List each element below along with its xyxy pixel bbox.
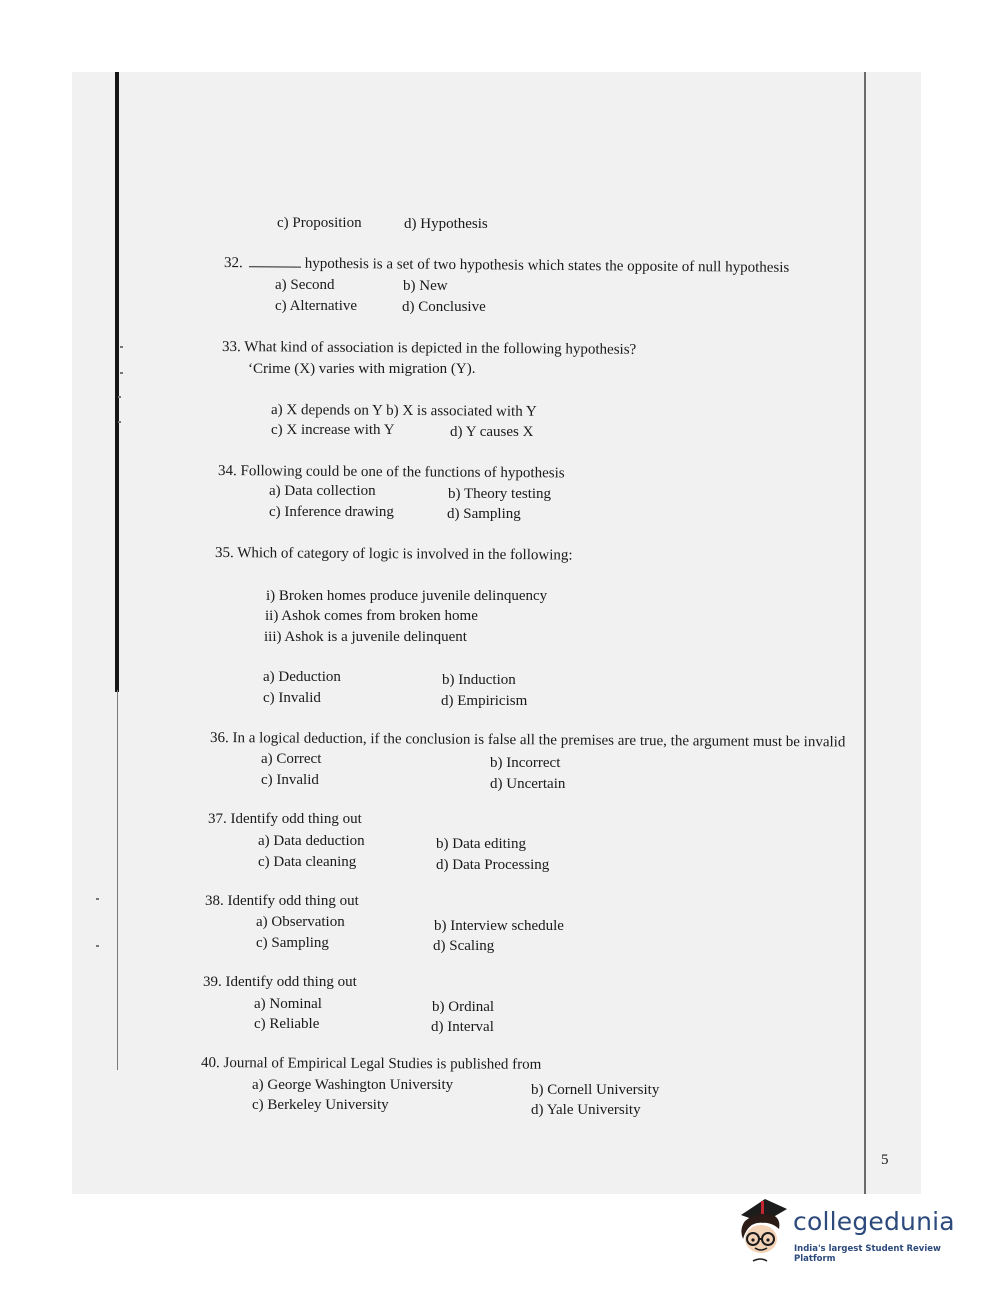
q31-option-d: d) Hypothesis [404, 216, 488, 232]
scan-speck [118, 396, 121, 398]
scan-right-edge [864, 72, 866, 1194]
q35-premise-ii: ii) Ashok comes from broken home [265, 608, 478, 624]
q37-option-c: c) Data cleaning [258, 854, 357, 870]
q32-option-b: b) New [403, 278, 448, 294]
q36-option-d: d) Uncertain [490, 776, 566, 792]
q32-option-a: a) Second [275, 277, 335, 293]
q35-option-d: d) Empiricism [441, 693, 528, 709]
q32-option-c: c) Alternative [275, 298, 358, 314]
q34-stem: 34. Following could be one of the functions of hypothesis [217, 463, 565, 482]
q36-stem: 36. In a logical deduction, if the conclusion is false all the premises are true, the argument must be invalid [209, 730, 846, 751]
q37-option-b: b) Data editing [436, 836, 526, 852]
q40-option-a: a) George Washington University [252, 1077, 454, 1093]
q39-option-d: d) Interval [431, 1019, 494, 1035]
q33-option-ab: a) X depends on Y b) X is associated with Y [270, 402, 537, 420]
q39-option-c: c) Reliable [254, 1016, 320, 1032]
scan-speck [120, 372, 123, 374]
q31-option-c: c) Proposition [277, 215, 362, 231]
q34-option-a: a) Data collection [269, 483, 376, 499]
q35-option-c: c) Invalid [263, 690, 321, 706]
q38-stem: 38. Identify odd thing out [205, 893, 359, 909]
q38-option-c: c) Sampling [256, 935, 329, 951]
q35-stem: 35. Which of category of logic is involved in the following: [214, 545, 573, 564]
brand-name: collegedunia [793, 1207, 955, 1236]
q39-option-b: b) Ordinal [432, 999, 495, 1015]
collegedunia-logo [735, 1195, 965, 1270]
q38-option-b: b) Interview schedule [434, 918, 564, 934]
q35-option-b: b) Induction [442, 672, 516, 688]
q40-option-c: c) Berkeley University [252, 1097, 389, 1113]
q40-stem: 40. Journal of Empirical Legal Studies is published from [200, 1055, 542, 1073]
page-number: 5 [881, 1152, 889, 1168]
q32-blank-line [249, 254, 301, 267]
q38-option-a: a) Observation [256, 914, 345, 930]
q33-quote: ‘Crime (X) varies with migration (Y). [248, 361, 476, 377]
q38-option-d: d) Scaling [433, 938, 495, 954]
q37-option-d: d) Data Processing [436, 857, 550, 873]
scan-speck [120, 346, 123, 348]
q35-option-a: a) Deduction [263, 669, 341, 685]
q40-option-d: d) Yale University [531, 1102, 641, 1118]
q32-text: hypothesis is a set of two hypothesis which states the opposite of null hypothesis [304, 255, 790, 276]
scan-left-edge-faint [117, 690, 118, 1070]
q34-option-d: d) Sampling [447, 506, 521, 522]
q33-option-d: d) Y causes X [450, 424, 534, 440]
q39-option-a: a) Nominal [254, 996, 322, 1012]
q35-premise-i: i) Broken homes produce juvenile delinquency [266, 588, 548, 604]
q34-option-c: c) Inference drawing [269, 504, 394, 520]
q37-option-a: a) Data deduction [258, 833, 365, 849]
q33-option-c: c) X increase with Y [271, 422, 395, 438]
brand-tagline: India's largest Student Review Platform [794, 1244, 941, 1264]
scanned-page [72, 72, 921, 1194]
q36-option-c: c) Invalid [261, 772, 319, 788]
q32-option-d: d) Conclusive [402, 299, 486, 315]
scan-speck [96, 898, 99, 900]
q36-option-b: b) Incorrect [490, 755, 561, 771]
q40-option-b: b) Cornell University [531, 1082, 660, 1098]
q35-premise-iii: iii) Ashok is a juvenile delinquent [264, 629, 467, 645]
q34-option-b: b) Theory testing [448, 486, 552, 502]
scan-left-edge [115, 72, 119, 692]
q39-stem: 39. Identify odd thing out [203, 974, 357, 990]
q37-stem: 37. Identify odd thing out [208, 811, 362, 827]
q32-number: 32. [223, 255, 243, 272]
q33-stem: 33. What kind of association is depicted in the following hypothesis? [221, 339, 637, 358]
scan-speck [96, 945, 99, 947]
q36-option-a: a) Correct [261, 751, 322, 767]
scan-speck [118, 421, 121, 423]
mascot-icon [735, 1195, 791, 1265]
